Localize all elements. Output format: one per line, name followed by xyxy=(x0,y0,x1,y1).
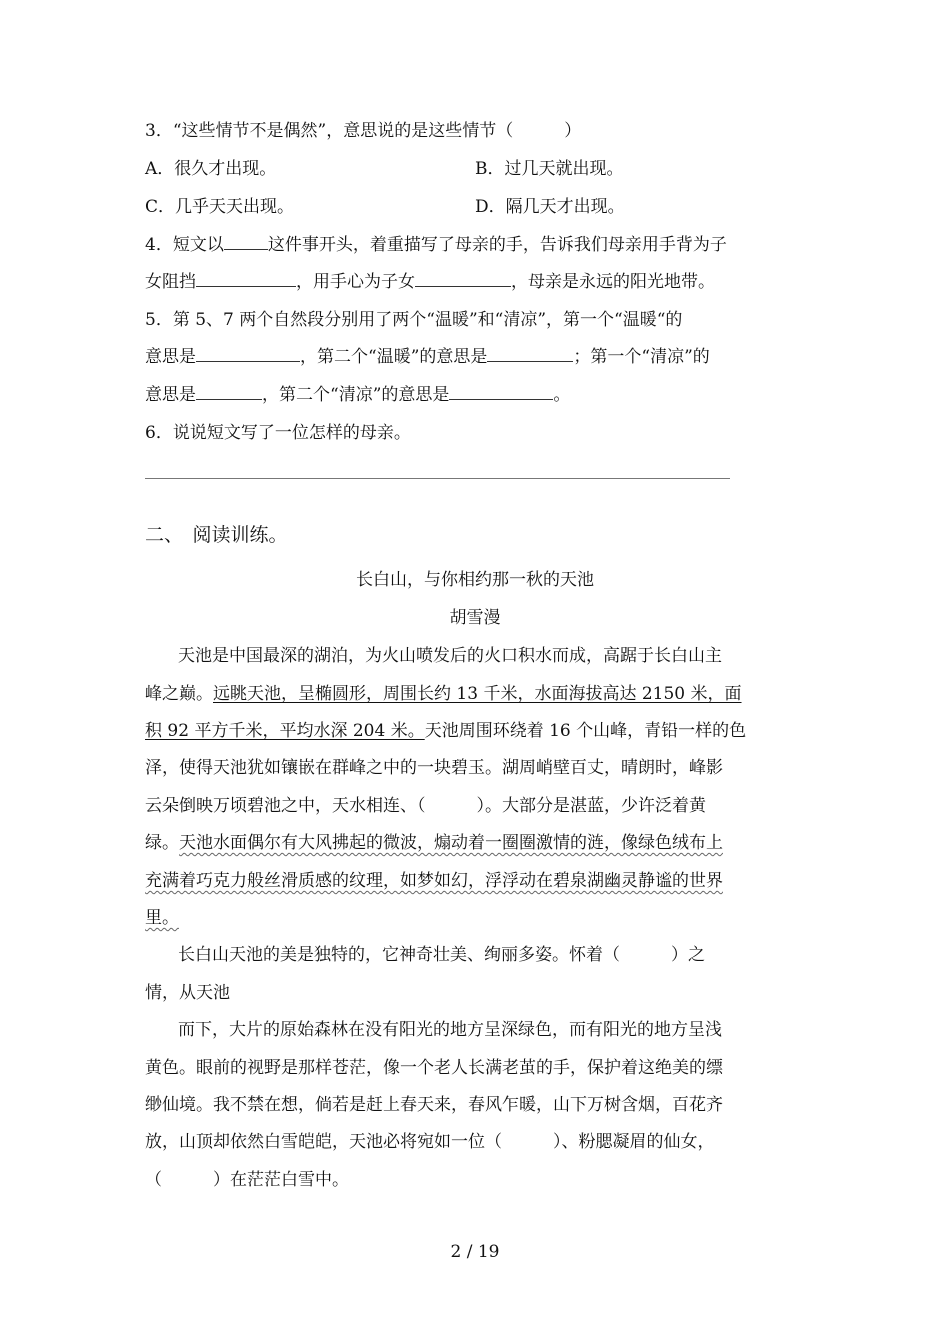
paragraph-text: 峰之巅。 xyxy=(145,684,213,704)
fill-blank[interactable] xyxy=(224,234,268,250)
q5-text: 意思是 xyxy=(145,385,196,405)
paragraph-line: 黄色。眼前的视野是那样苍茫，像一个老人长满老茧的手，保护着这绝美的缥 xyxy=(145,1058,723,1078)
paragraph-line: 天池是中国最深的湖泊，为火山喷发后的火口积水而成，高踞于长白山主 xyxy=(178,646,722,666)
q3-option-c: C．几乎天天出现。 xyxy=(145,197,295,217)
wavy-underlined-sentence: 里。 xyxy=(145,908,179,928)
q4-text: ，用手心为子女 xyxy=(296,272,415,292)
wavy-underlined-sentence: 天池水面偶尔有大风拂起的微波，煽动着一圈圈激情的涟，像绿色绒布上 xyxy=(179,833,723,853)
paragraph-line: 而下，大片的原始森林在没有阳光的地方呈深绿色，而有阳光的地方呈浅 xyxy=(178,1020,722,1040)
q4-text: ，母亲是永远的阳光地带。 xyxy=(511,272,715,292)
q4-line1 xyxy=(145,234,727,256)
fill-blank[interactable] xyxy=(196,271,296,287)
paragraph-line: 泽，使得天池犹如镶嵌在群峰之中的一块碧玉。湖周峭壁百丈，晴朗时，峰影 xyxy=(145,758,723,778)
underlined-sentence: 远眺天池，呈椭圆形，周围长约 13 千米，水面海拔高达 2150 米，面 xyxy=(213,684,742,704)
fill-blank[interactable] xyxy=(196,384,262,400)
q3-options-row1 xyxy=(145,158,276,180)
answer-line[interactable] xyxy=(145,478,730,479)
q4-text: 4．短文以 xyxy=(145,235,224,255)
q5-line3 xyxy=(145,384,570,406)
paragraph-line xyxy=(145,907,179,929)
wavy-underlined-sentence: 充满着巧克力般丝滑质感的纹理，如梦如幻，浮浮动在碧泉湖幽灵静谧的世界 xyxy=(145,871,723,891)
paragraph-line: （ ）在茫茫白雪中。 xyxy=(145,1170,349,1190)
paragraph-line xyxy=(145,683,742,705)
q5-line2 xyxy=(145,346,710,368)
q4-text: 女阻挡 xyxy=(145,272,196,292)
fill-blank[interactable] xyxy=(487,346,573,362)
paragraph-line xyxy=(145,720,746,742)
q5-text: 。 xyxy=(553,385,571,405)
q3-option-b: B．过几天就出现。 xyxy=(475,159,624,179)
q3-stem: 3．“这些情节不是偶然”，意思说的是这些情节（ ） xyxy=(145,121,582,141)
page-number: 2 / 19 xyxy=(450,1242,500,1262)
fill-blank[interactable] xyxy=(196,346,300,362)
section-heading: 二、 阅读训练。 xyxy=(145,524,288,546)
fill-blank[interactable] xyxy=(449,384,553,400)
paragraph-line xyxy=(145,870,723,892)
q4-text: 这件事开头，着重描写了母亲的手，告诉我们母亲用手背为子 xyxy=(267,235,727,255)
q6-stem: 6．说说短文写了一位怎样的母亲。 xyxy=(145,423,411,443)
paragraph-line xyxy=(145,832,723,854)
q5-text: 意思是 xyxy=(145,347,196,367)
article-author: 胡雪漫 xyxy=(449,608,501,628)
q3-option-d: D．隔几天才出现。 xyxy=(475,197,625,217)
q3-option-a: A．很久才出现。 xyxy=(145,159,277,179)
paragraph-text: 天池周围环绕着 16 个山峰，青铅一样的色 xyxy=(424,721,747,741)
underlined-sentence: 积 92 平方千米，平均水深 204 米。 xyxy=(145,721,425,741)
q5-line1: 5．第 5、7 两个自然段分别用了两个“温暖”和“清凉”，第一个“温暖“的 xyxy=(145,310,683,330)
paragraph-line: 云朵倒映万顷碧池之中，天水相连、（ ）。大部分是湛蓝，少许泛着黄 xyxy=(145,796,706,816)
paragraph-line: 情，从天池 xyxy=(145,983,230,1003)
q5-text: ，第二个“清凉”的意思是 xyxy=(262,385,450,405)
paragraph-text: 绿。 xyxy=(145,833,179,853)
q4-line2 xyxy=(145,271,715,293)
paragraph-line: 放，山顶却依然白雪皑皑，天池必将宛如一位（ ）、粉腮凝眉的仙女， xyxy=(145,1132,715,1152)
q5-text: ，第二个“温暖”的意思是 xyxy=(300,347,488,367)
article-title: 长白山，与你相约那一秋的天池 xyxy=(356,570,594,590)
q5-text: ；第一个“清凉”的 xyxy=(573,347,710,367)
fill-blank[interactable] xyxy=(415,271,511,287)
paragraph-line: 缈仙境。我不禁在想，倘若是赶上春天来，春风乍暖，山下万树含烟，百花齐 xyxy=(145,1095,723,1115)
paragraph-line: 长白山天池的美是独特的，它神奇壮美、绚丽多姿。怀着（ ）之 xyxy=(178,945,705,965)
